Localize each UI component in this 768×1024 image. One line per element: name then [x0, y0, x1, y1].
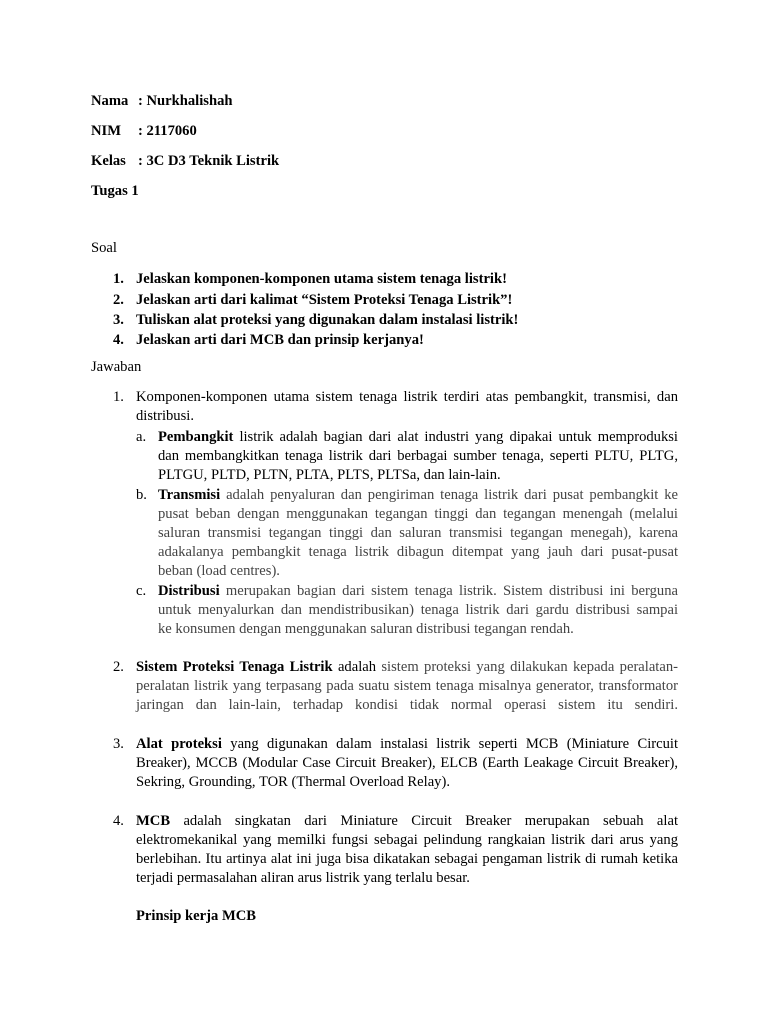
term-mcb: MCB: [136, 813, 171, 829]
answer-3-line: Breaker), MCCB (Modular Case Circuit Breaker), ELCB (Earth Leakage Circuit Breaker),: [136, 755, 678, 771]
answer-4-line: elektromekanikal yang memilki fungsi sebagai pelindung rangkaian listrik dari arus yang: [136, 832, 678, 848]
nim-line: [91, 122, 197, 142]
name-line: [91, 92, 233, 112]
soal-item-num: 3.: [113, 312, 124, 328]
kelas-line: [91, 152, 279, 172]
term-distribusi: Distribusi: [158, 583, 220, 599]
answer-1b-line: beban (load centres).: [158, 563, 280, 579]
kelas-value: : 3C D3 Teknik Listrik: [138, 153, 280, 169]
answer-4-num: 4.: [113, 813, 124, 829]
soal-item-text: Tuliskan alat proteksi yang digunakan dalam instalasi listrik!: [136, 312, 519, 328]
tugas-title: Tugas 1: [91, 183, 139, 199]
soal-item-num: 4.: [113, 332, 124, 348]
answer-3-line: Sekring, Grounding, TOR (Thermal Overload Relay).: [136, 774, 450, 790]
term-sistem-proteksi: Sistem Proteksi Tenaga Listrik: [136, 659, 333, 675]
answer-1b-letter: b.: [136, 487, 147, 503]
soal-item-text: Jelaskan arti dari MCB dan prinsip kerjanya!: [136, 332, 424, 348]
answer-1a-line: Pembangkit listrik adalah bagian dari alat industri yang dipakai untuk memproduksi: [158, 429, 678, 445]
answer-1c-line: ke konsumen dengan menggunakan saluran distribusi tegangan rendah.: [158, 621, 574, 637]
term-pembangkit: Pembangkit: [158, 429, 234, 445]
answer-1c-letter: c.: [136, 583, 147, 599]
answer-1-num: 1.: [113, 389, 124, 405]
answer-1-line: distribusi.: [136, 408, 194, 424]
answer-2-num: 2.: [113, 659, 124, 675]
nim-value: : 2117060: [138, 123, 197, 139]
answer-1c-line: Distribusi merupakan bagian dari sistem tenaga listrik. Sistem distribusi ini berguna: [158, 583, 678, 599]
answer-1b-line: Transmisi adalah penyaluran dan pengiriman tenaga listrik dari pusat pembangkit ke: [158, 487, 678, 503]
answer-1b-line: pusat beban dengan menggunakan tegangan tinggi dan tegangan menengah (melalui: [158, 506, 678, 522]
answer-1a-line: dan membangkitkan tenaga listrik dari berbagai sumber tenaga, seperti PLTU, PLTG,: [158, 448, 678, 464]
nim-label: NIM: [91, 123, 121, 139]
name-label: Nama: [91, 93, 129, 109]
answer-4-line: MCB adalah singkatan dari Miniature Circuit Breaker merupakan sebuah alat: [136, 813, 678, 829]
prinsip-kerja-heading: Prinsip kerja MCB: [136, 908, 256, 924]
soal-item-text: Jelaskan arti dari kalimat “Sistem Proteksi Tenaga Listrik”!: [136, 292, 513, 308]
term-transmisi: Transmisi: [158, 487, 221, 503]
soal-item-num: 1.: [113, 271, 124, 287]
answer-1b-line: saluran transmisi tegangan tinggi dan saluran transmisi tegangan menegah), karena: [158, 525, 678, 541]
answer-2-line: peralatan listrik yang terpasang pada suatu sistem tenaga misalnya generator, transformator: [136, 678, 678, 694]
answer-4-line: berlebihan. Itu artinya alat ini juga bisa dikatakan sebagai pengaman listrik di rumah ketika: [136, 851, 678, 867]
soal-heading: Soal: [91, 240, 117, 256]
answer-3-line: Alat proteksi yang digunakan dalam instalasi listrik seperti MCB (Miniature Circuit: [136, 736, 678, 752]
answer-3-num: 3.: [113, 736, 124, 752]
answer-2-line: jaringan dan lain-lain, terhadap kondisi tidak normal operasi sistem itu sendiri.: [136, 697, 678, 713]
answer-1-line: Komponen-komponen utama sistem tenaga listrik terdiri atas pembangkit, transmisi, dan: [136, 389, 678, 405]
answer-2-line: Sistem Proteksi Tenaga Listrik adalah sistem proteksi yang dilakukan kepada peralatan-: [136, 659, 678, 675]
soal-item-num: 2.: [113, 292, 124, 308]
soal-item-text: Jelaskan komponen-komponen utama sistem tenaga listrik!: [136, 271, 507, 287]
term-alat-proteksi: Alat proteksi: [136, 736, 222, 752]
answer-1a-letter: a.: [136, 429, 147, 445]
answer-4-line: terjadi permasalahan aliran arus listrik yang terlalu besar.: [136, 870, 470, 886]
answer-1b-line: adakalanya pembangkit tenaga listrik dibagun ditempat yang jauh dari pusat-pusat: [158, 544, 678, 560]
answer-1c-line: untuk menyalurkan dan mendistribusikan) tenaga listrik dari gardu distribusi sampai: [158, 602, 678, 618]
name-value: : Nurkhalishah: [138, 93, 233, 109]
jawaban-heading: Jawaban: [91, 359, 142, 375]
answer-1a-line: PLTGU, PLTD, PLTN, PLTA, PLTS, PLTSa, dan lain-lain.: [158, 467, 501, 483]
kelas-label: Kelas: [91, 153, 126, 169]
